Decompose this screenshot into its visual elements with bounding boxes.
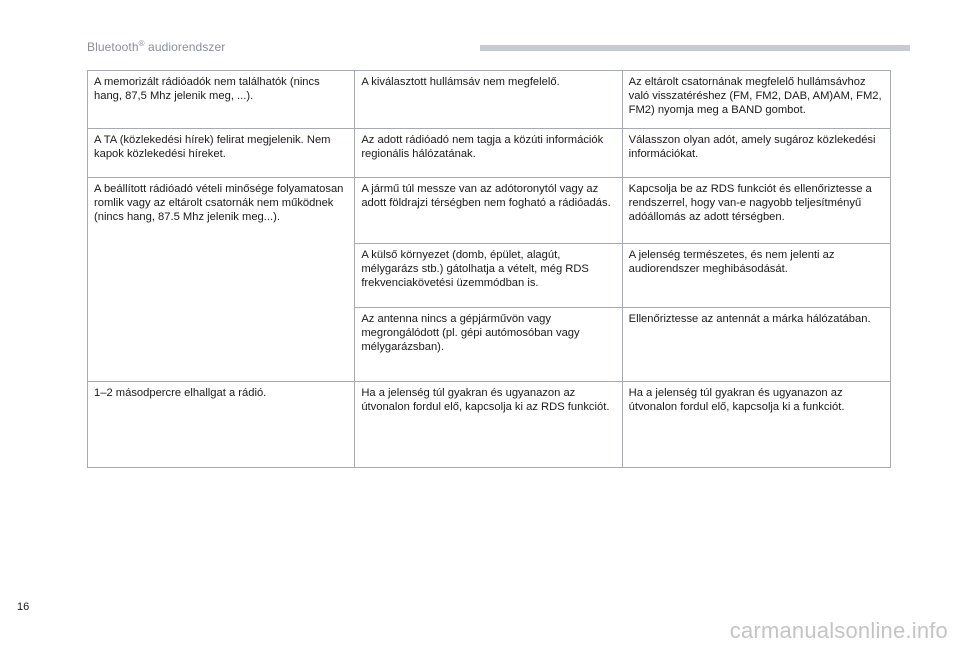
cause-cell: A külső környezet (domb, épület, alagút, mélygarázs stb.) gátolhatja a vételt, még RDS frekvenciakövetési üzemmódban is. xyxy=(355,244,622,308)
problem-cell: 1–2 másodpercre elhallgat a rádió. xyxy=(88,382,355,468)
table-row xyxy=(88,178,891,244)
watermark-link[interactable]: carmanualsonline.info xyxy=(729,618,948,643)
section-title-brand: Bluetooth xyxy=(87,40,139,54)
section-title-rest: audiorendszer xyxy=(144,40,226,54)
cause-cell: A jármű túl messze van az adótoronytól vagy az adott földrajzi térségben nem fogható a rádióadás. xyxy=(355,178,622,244)
cause-cell: Ha a jelenség túl gyakran és ugyanazon az útvonalon fordul elő, kapcsolja ki az RDS funkciót. xyxy=(355,382,622,468)
solution-cell: Kapcsolja be az RDS funkciót és ellenőriztesse a rendszerrel, hogy van-e nagyobb teljesítményű adóállomás az adott térségben. xyxy=(622,178,890,244)
solution-cell: Ellenőriztesse az antennát a márka hálózatában. xyxy=(622,308,890,382)
solution-cell: Válasszon olyan adót, amely sugároz közlekedési információkat. xyxy=(622,129,890,178)
table-row xyxy=(88,129,891,178)
problem-cell: A TA (közlekedési hírek) felirat megjelenik. Nem kapok közlekedési híreket. xyxy=(88,129,355,178)
troubleshooting-table xyxy=(87,70,891,468)
page-number: 16 xyxy=(17,601,30,613)
section-title xyxy=(87,39,225,54)
solution-cell: A jelenség természetes, és nem jelenti az audiorendszer meghibásodását. xyxy=(622,244,890,308)
cause-cell: Az antenna nincs a gépjárművön vagy megrongálódott (pl. gépi autómosóban vagy mélygarázsban). xyxy=(355,308,622,382)
problem-cell: A memorizált rádióadók nem találhatók (nincs hang, 87,5 Mhz jelenik meg, ...). xyxy=(88,71,355,129)
solution-cell: Az eltárolt csatornának megfelelő hullámsávhoz való visszatéréshez (FM, FM2, DAB, AM)AM, FM2, FM2) nyomja meg a BAND gombot. xyxy=(622,71,890,129)
header-bar xyxy=(480,45,910,51)
cause-cell: A kiválasztott hullámsáv nem megfelelő. xyxy=(355,71,622,129)
cause-cell: Az adott rádióadó nem tagja a közúti információk regionális hálózatának. xyxy=(355,129,622,178)
registered-mark: ® xyxy=(138,39,145,48)
solution-cell: Ha a jelenség túl gyakran és ugyanazon az útvonalon fordul elő, kapcsolja ki a funkciót. xyxy=(622,382,890,468)
problem-cell: A beállított rádióadó vételi minősége folyamatosan romlik vagy az eltárolt csatornák nem működnek (nincs hang, 87.5 Mhz jelenik meg...). xyxy=(88,178,355,382)
table-row xyxy=(88,382,891,468)
table-row xyxy=(88,71,891,129)
